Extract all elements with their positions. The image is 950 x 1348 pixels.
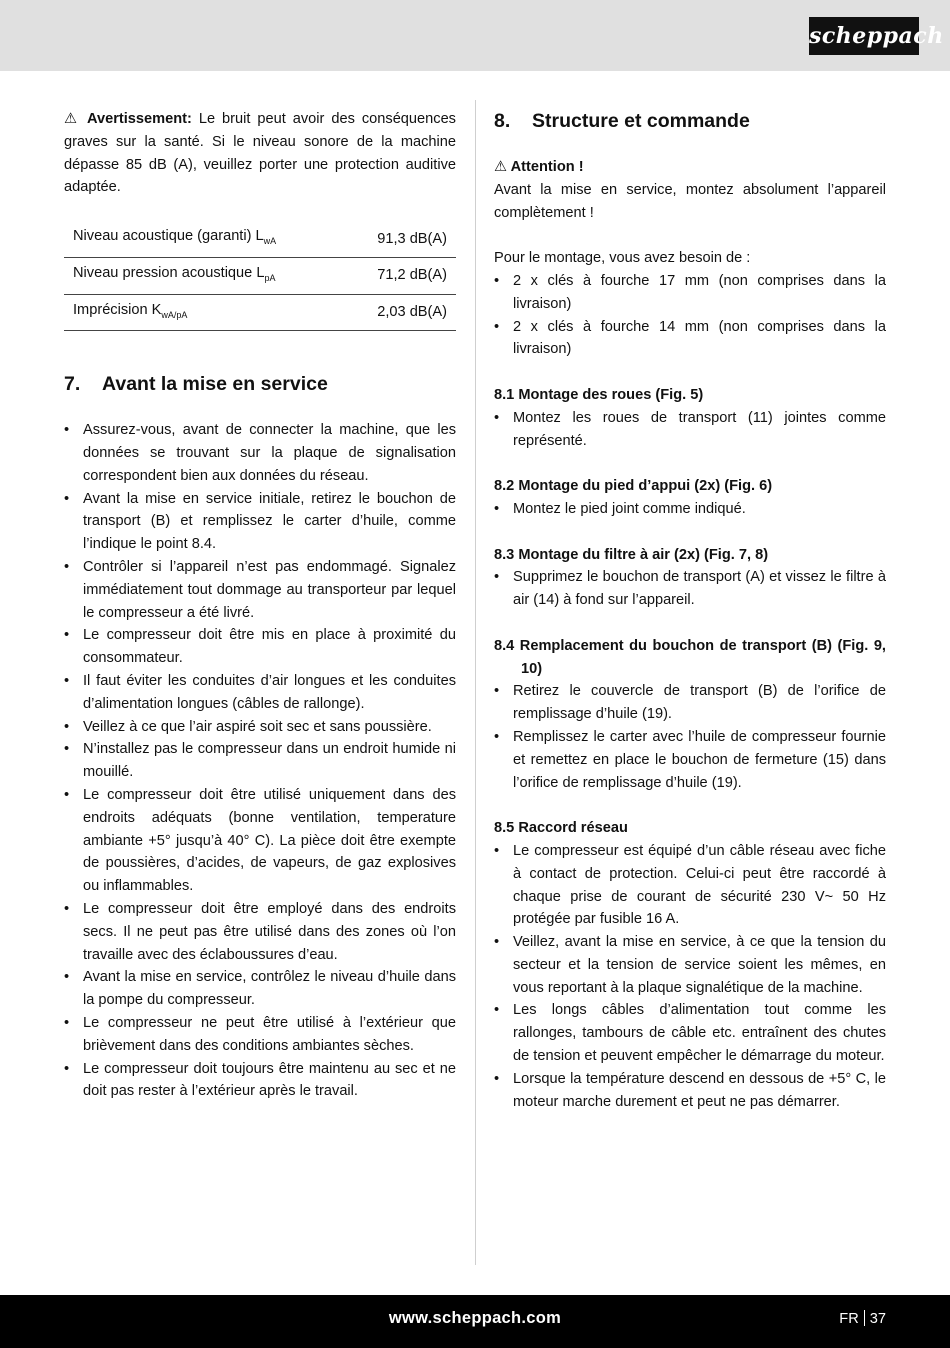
noise-label-subscript: wA xyxy=(263,236,277,247)
right-column xyxy=(494,108,886,1113)
list-item: • Le compresseur ne peut être utilisé à l’extérieur que brièvement dans des conditions ambiantes sèches. xyxy=(64,1012,456,1058)
section-7-number: 7. xyxy=(64,373,81,396)
warning-label: Avertissement: xyxy=(86,111,192,127)
warning-icon: ⚠ xyxy=(494,159,508,175)
noise-label-text: Niveau acoustique (garanti) L xyxy=(73,228,264,245)
list-item: • Le compresseur est équipé d’un câble réseau avec fiche à contact de protection. Celui-ci peut être raccordé à chaque prise de courant de sécurité 230 V~ 50 Hz protégée par fusible 16 A. xyxy=(494,840,886,931)
section-8-3-heading: 8.3 Montage du filtre à air (2x) (Fig. 7, 8) xyxy=(494,546,769,563)
section-8-4-heading: 8.4 Remplacement du bouchon de transport (B) (Fig. 9, 10) xyxy=(494,637,886,677)
list-item: • Le compresseur doit être employé dans des endroits secs. Il ne peut pas être utilisé dans des zones où l’on travaille avec des éclaboussures d’eau. xyxy=(64,898,456,966)
list-item: • Assurez-vous, avant de connecter la machine, que les données se trouvant sur la plaque de signalisation correspondent bien aux données du réseau. xyxy=(64,419,456,487)
warning-icon: ⚠ xyxy=(64,111,80,127)
noise-table-row xyxy=(64,294,456,331)
noise-value: 71,2 dB(A) xyxy=(345,257,456,294)
list-item: • N’installez pas le compresseur dans un endroit humide ni mouillé. xyxy=(64,738,456,784)
noise-label-subscript: pA xyxy=(264,272,276,283)
list-item: • Montez le pied joint comme indiqué. xyxy=(494,498,886,521)
list-item: • Supprimez le bouchon de transport (A) et vissez le filtre à air (14) à fond sur l’appareil. xyxy=(494,566,886,612)
noise-table-row xyxy=(64,221,456,257)
section-8-number: 8. xyxy=(494,110,511,132)
list-item: • Montez les roues de transport (11) jointes comme représenté. xyxy=(494,407,886,453)
website-link[interactable]: www.scheppach.com xyxy=(388,1309,562,1327)
noise-label xyxy=(64,257,345,294)
section-8-5-heading: 8.5 Raccord réseau xyxy=(494,820,628,837)
section-7-heading xyxy=(64,371,456,397)
page-header xyxy=(0,0,950,71)
list-item: • Veillez, avant la mise en service, à ce que la tension du secteur et la tension de service soient les mêmes, en vous reportant à la plaque signalétique de la machine. xyxy=(494,931,886,999)
list-item: • Veillez à ce que l’air aspiré soit sec et sans poussière. xyxy=(64,716,456,739)
page-num: 37 xyxy=(869,1311,886,1327)
section-8-4-list xyxy=(494,680,886,794)
list-item: • Remplissez le carter avec l’huile de compresseur fournie et remettez en place le bouchon de fermeture (15) dans l’orifice de remplissage d’huile (19). xyxy=(494,726,886,794)
section-8-3-list xyxy=(494,566,886,612)
noise-label-text: Niveau pression acoustique L xyxy=(73,264,265,281)
language-code: FR xyxy=(839,1311,859,1327)
list-item: • Contrôler si l’appareil n’est pas endommagé. Signalez immédiatement tout dommage au transporteur par lequel le compresseur a été livré. xyxy=(64,556,456,624)
noise-label-text: Imprécision K xyxy=(73,301,162,318)
list-item: • Avant la mise en service initiale, retirez le bouchon de transport (B) et remplissez le carter d’huile, comme l’indique le point 8.4. xyxy=(64,488,456,556)
section-8-1-heading: 8.1 Montage des roues (Fig. 5) xyxy=(494,386,704,403)
list-item: • Retirez le couvercle de transport (B) de l’orifice de remplissage d’huile (19). xyxy=(494,680,886,726)
attention-text: Avant la mise en service, montez absolument l’appareil complètement ! xyxy=(494,181,886,221)
list-item: • Le compresseur doit toujours être maintenu au sec et ne doit pas rester à l’extérieur après le travail. xyxy=(64,1058,456,1104)
section-7-list xyxy=(64,419,456,1103)
noise-label xyxy=(64,294,345,331)
noise-label-subscript: wA/pA xyxy=(161,309,188,320)
section-7-title: Avant la mise en service xyxy=(102,373,328,396)
warning-text: Le bruit peut avoir des conséquences graves sur la santé. Si le niveau sonore de la machine dépasse 85 dB (A), veuillez porter une protection auditive adaptée. xyxy=(64,111,456,196)
attention-block xyxy=(494,156,886,224)
left-column xyxy=(64,108,456,1103)
noise-table-row xyxy=(64,257,456,294)
page-footer xyxy=(0,1295,950,1348)
list-item: • Le compresseur doit être mis en place à proximité du consommateur. xyxy=(64,624,456,670)
attention-label: Attention ! xyxy=(510,159,584,175)
section-8-5-list xyxy=(494,840,886,1114)
section-8-1-list xyxy=(494,407,886,453)
noise-table xyxy=(64,221,456,331)
list-item: • Lorsque la température descend en dessous de +5° C, le moteur marche durement et peut ne pas démarrer. xyxy=(494,1068,886,1114)
noise-warning xyxy=(64,108,456,199)
noise-value: 2,03 dB(A) xyxy=(345,294,456,331)
tools-intro: Pour le montage, vous avez besoin de : xyxy=(494,250,751,267)
column-divider xyxy=(475,100,476,1265)
list-item: • Le compresseur doit être utilisé uniquement dans des endroits adéquats (bonne ventilation, temperature ambiante +5° jusqu’à 40° C). La pièce doit être exempte de poussières, d’acides, de vapeurs, de gaz explosives ou inflammables. xyxy=(64,784,456,898)
page-number xyxy=(839,1310,886,1327)
section-8-2-heading: 8.2 Montage du pied d’appui (2x) (Fig. 6) xyxy=(494,478,773,495)
list-item: • 2 x clés à fourche 14 mm (non comprises dans la livraison) xyxy=(494,316,886,362)
list-item: • 2 x clés à fourche 17 mm (non comprises dans la livraison) xyxy=(494,270,886,316)
section-8-heading xyxy=(494,108,886,134)
tools-list xyxy=(494,270,886,361)
list-item: • Avant la mise en service, contrôlez le niveau d’huile dans la pompe du compresseur. xyxy=(64,966,456,1012)
list-item: • Il faut éviter les conduites d’air longues et les conduites d’alimentation longues (câbles de rallonge). xyxy=(64,670,456,716)
list-item: • Les longs câbles d’alimentation tout comme les rallonges, tambours de câble etc. entraînent des chutes de tension et peuvent empêcher le démarrage du moteur. xyxy=(494,999,886,1067)
footer-separator xyxy=(864,1310,865,1326)
section-8-title: Structure et commande xyxy=(532,110,750,132)
noise-value: 91,3 dB(A) xyxy=(345,221,456,257)
section-8-2-list xyxy=(494,498,886,521)
noise-label xyxy=(64,221,345,257)
brand-logo: scheppach xyxy=(809,17,919,55)
